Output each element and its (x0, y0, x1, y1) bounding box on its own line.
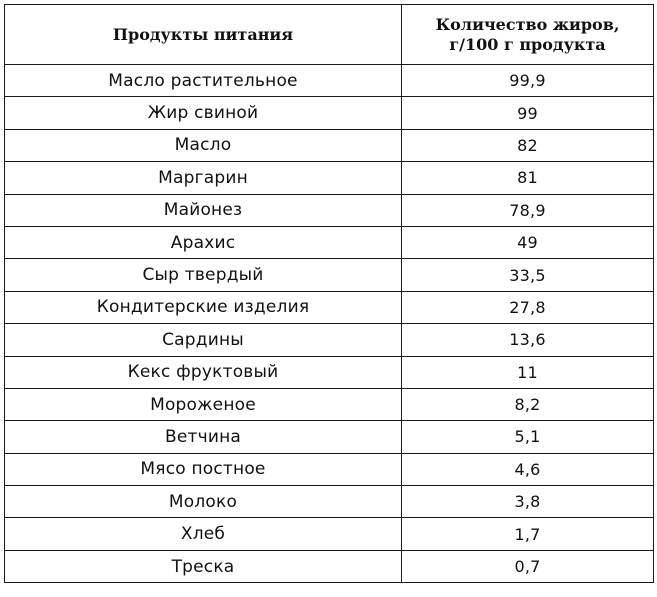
table-row (5, 129, 654, 161)
product-name: Кекс фруктовый (5, 356, 402, 388)
product-name: Хлеб (5, 518, 402, 550)
header-fat-line1: Количество жиров, (435, 14, 620, 34)
header-fat-amount (402, 5, 654, 65)
product-name: Мороженое (5, 388, 402, 420)
table-row (5, 421, 654, 453)
product-name: Маргарин (5, 162, 402, 194)
table-row (5, 486, 654, 518)
fat-value: 82 (402, 129, 654, 161)
fat-value: 49 (402, 226, 654, 258)
table-row (5, 324, 654, 356)
table-row (5, 518, 654, 550)
product-name: Масло растительное (5, 65, 402, 97)
header-fat-line2: г/100 г продукта (449, 34, 606, 54)
table-row (5, 65, 654, 97)
table-row (5, 162, 654, 194)
product-name: Жир свиной (5, 97, 402, 129)
table-row (5, 194, 654, 226)
fat-value: 81 (402, 162, 654, 194)
product-name: Кондитерские изделия (5, 291, 402, 323)
product-name: Сардины (5, 324, 402, 356)
fat-value: 0,7 (402, 550, 654, 582)
table-row (5, 388, 654, 420)
table-row (5, 356, 654, 388)
product-name: Арахис (5, 226, 402, 258)
fat-value: 99 (402, 97, 654, 129)
fat-value: 4,6 (402, 453, 654, 485)
fat-value: 11 (402, 356, 654, 388)
product-name: Ветчина (5, 421, 402, 453)
product-name: Молоко (5, 486, 402, 518)
product-name: Масло (5, 129, 402, 161)
fat-value: 78,9 (402, 194, 654, 226)
table-row (5, 291, 654, 323)
table-row (5, 226, 654, 258)
table-row (5, 550, 654, 582)
product-name: Мясо постное (5, 453, 402, 485)
fat-value: 99,9 (402, 65, 654, 97)
product-name: Майонез (5, 194, 402, 226)
table-row (5, 259, 654, 291)
fat-value: 13,6 (402, 324, 654, 356)
fat-value: 3,8 (402, 486, 654, 518)
header-row (5, 5, 654, 65)
header-products: Продукты питания (5, 5, 402, 65)
fat-value: 5,1 (402, 421, 654, 453)
fat-value: 27,8 (402, 291, 654, 323)
product-name: Сыр твердый (5, 259, 402, 291)
fat-content-table (4, 4, 654, 583)
fat-value: 33,5 (402, 259, 654, 291)
fat-value: 1,7 (402, 518, 654, 550)
fat-value: 8,2 (402, 388, 654, 420)
table-row (5, 453, 654, 485)
table-row (5, 97, 654, 129)
product-name: Треска (5, 550, 402, 582)
